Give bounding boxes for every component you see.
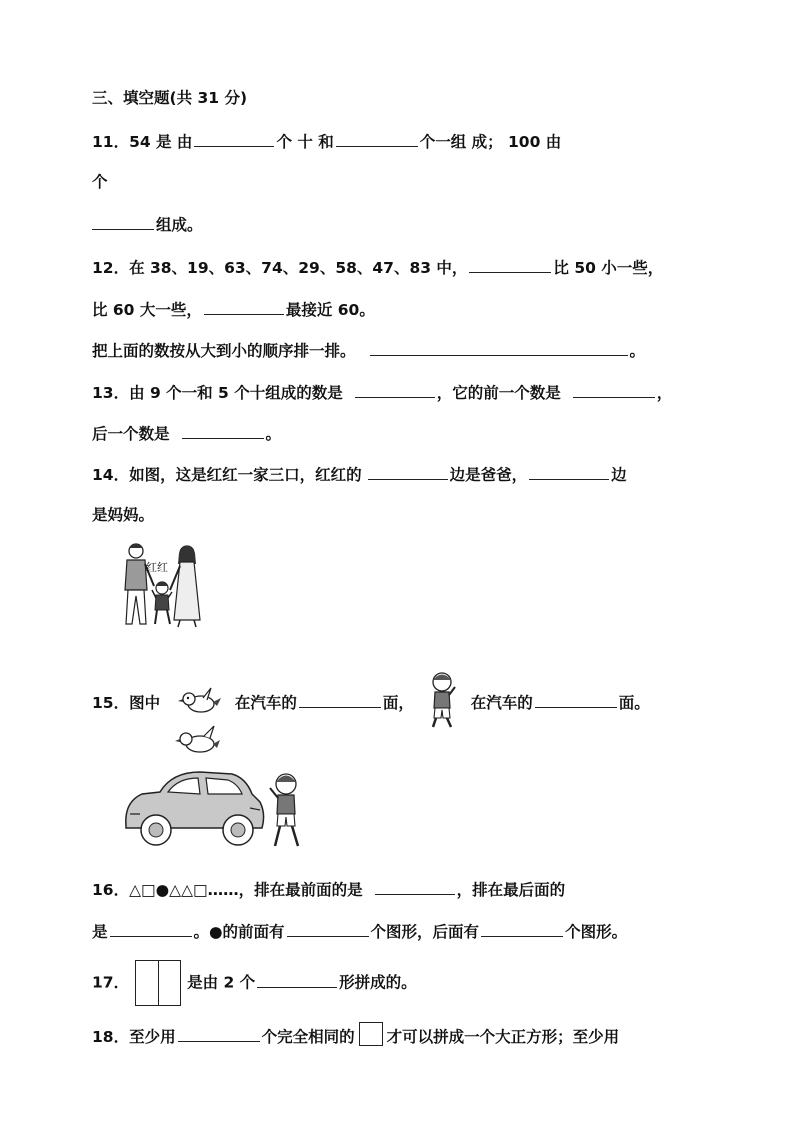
q16-text-2: ，排在最后面的 [456, 881, 566, 899]
q11-blank-100[interactable] [92, 213, 154, 230]
q13-text-1: 13．由 9 个一和 5 个十组成的数是 [92, 384, 343, 402]
q16-blank-first[interactable] [375, 878, 455, 895]
q15-text-4: 在汽车的 [470, 694, 533, 712]
question-12-line-3 [92, 339, 645, 361]
q15-text-1: 15．图中 [92, 694, 161, 712]
q12-blank-more-60[interactable] [204, 298, 284, 315]
q13-text-4: 后一个数是 [92, 425, 170, 443]
question-11-line-1 [92, 130, 561, 152]
question-13-line-1 [92, 381, 672, 403]
q12-text-4: 最接近 60。 [285, 301, 375, 319]
scene-car [126, 772, 264, 845]
q11-text-3: 个一组 成； 100 由 [419, 133, 562, 151]
q12-text-6: 。 [629, 342, 646, 360]
question-13-line-2 [92, 422, 281, 444]
q18-text-1: 18．至少用 [92, 1028, 176, 1046]
q15-blank-bird-position[interactable] [299, 691, 381, 708]
question-17-line-1 [92, 960, 417, 1006]
q11-text-1: 11．54 是 由 [92, 133, 193, 151]
q16-blank-before[interactable] [287, 920, 369, 937]
q18-text-2: 个完全相同的 [261, 1028, 355, 1046]
q13-blank-number[interactable] [355, 381, 435, 398]
car-scene-drawing [120, 722, 310, 857]
section-title: 三、填空题(共 31 分) [92, 89, 248, 107]
q11-blank-tens[interactable] [194, 130, 274, 147]
q13-blank-next[interactable] [182, 422, 264, 439]
q17-text-2: 是由 2 个 [187, 973, 256, 992]
question-14-line-1 [92, 463, 627, 485]
q12-text-2: 比 50 小一些， [553, 259, 664, 277]
question-16-line-1 [92, 878, 565, 900]
q14-blank-dad-side[interactable] [368, 463, 448, 480]
q16-text-4: 。●的前面有 [193, 923, 285, 941]
bird-icon [177, 686, 223, 716]
q15-text-2: 在汽车的 [234, 694, 297, 712]
question-16-line-2 [92, 920, 627, 942]
question-11-line-3 [92, 213, 203, 235]
q16-text-6: 个图形。 [565, 923, 628, 941]
q16-blank-after[interactable] [481, 920, 563, 937]
q17-text-1: 17． [92, 973, 130, 992]
scene-boy [270, 774, 298, 846]
q14-blank-mom-side[interactable] [529, 463, 609, 480]
car-scene-illustration [120, 722, 310, 857]
boy-icon [427, 670, 457, 730]
question-11-line-2 [92, 172, 108, 192]
q17-text-3: 形拼成的。 [339, 973, 417, 992]
q11-text-2: 个 十 和 [276, 133, 334, 151]
q12-text-1: 12．在 38、19、63、74、29、58、47、83 中， [92, 259, 468, 277]
q11-text-5: 组成。 [156, 216, 203, 234]
q13-text-3: ， [656, 384, 673, 402]
q15-text-3: 面， [382, 694, 414, 712]
family-illustration [114, 538, 209, 630]
q11-blank-ones[interactable] [336, 130, 418, 147]
two-squares-rectangle-icon [135, 960, 181, 1006]
q18-text-3: 才可以拼成一个大正方形；至少用 [386, 1028, 620, 1046]
q15-blank-boy-position[interactable] [535, 691, 617, 708]
q16-text-1: 16．△□●△△□……，排在最前面的是 [92, 881, 363, 899]
q18-blank-count[interactable] [178, 1025, 260, 1042]
q13-text-5: 。 [265, 425, 282, 443]
question-15-line-1 [92, 670, 650, 730]
q11-text-4: 个 [92, 173, 108, 191]
q17-blank-shape[interactable] [257, 971, 337, 988]
q12-blank-order[interactable] [370, 339, 628, 356]
q16-text-5: 个图形，后面有 [370, 923, 480, 941]
q14-text-1: 14．如图，这是红红一家三口，红红的 [92, 466, 362, 484]
scene-bird [175, 726, 220, 752]
q14-text-4: 是妈妈。 [92, 506, 155, 524]
question-14-line-2 [92, 505, 154, 525]
q13-blank-previous[interactable] [573, 381, 655, 398]
q14-text-3: 边 [611, 466, 627, 484]
small-square-icon [359, 1022, 383, 1046]
q15-text-5: 面。 [618, 694, 650, 712]
family-figure-label: 红红 [146, 561, 168, 574]
q16-text-3: 是 [92, 923, 108, 941]
question-12-line-1 [92, 256, 663, 278]
q14-text-2: 边是爸爸， [449, 466, 528, 484]
q13-text-2: ，它的前一个数是 [436, 384, 561, 402]
q12-text-3: 比 60 大一些， [92, 301, 202, 319]
q12-blank-less-50[interactable] [469, 256, 551, 273]
question-12-line-2 [92, 298, 375, 320]
family-drawing [114, 538, 209, 630]
q16-blank-last[interactable] [110, 920, 192, 937]
question-18-line-1 [92, 1022, 619, 1047]
q12-text-5: 把上面的数按从大到小的顺序排一排。 [92, 342, 356, 360]
